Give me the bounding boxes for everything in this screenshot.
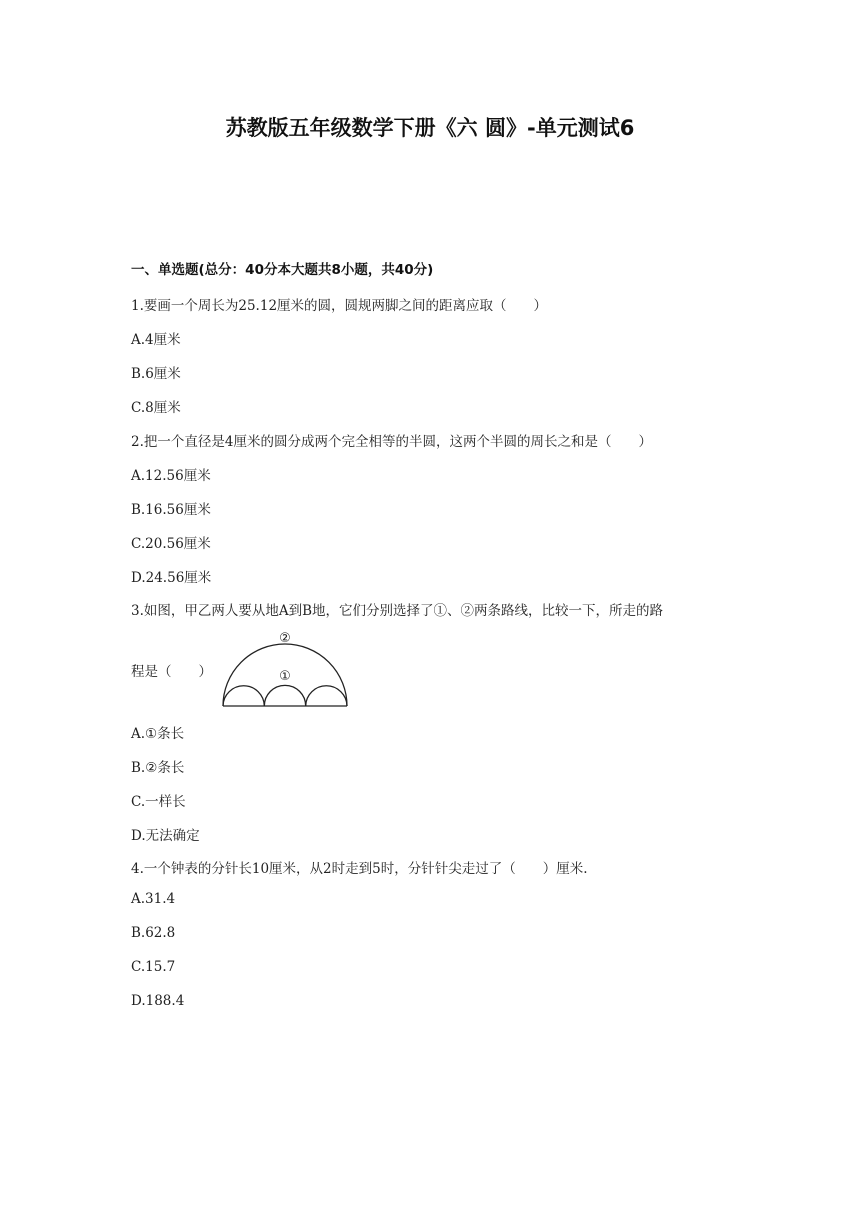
question-2-option-c: C.20.56厘米 [131, 536, 211, 552]
question-1-stem: 1.要画一个周长为25.12厘米的圆，圆规两脚之间的距离应取（ ） [131, 298, 548, 314]
question-2-stem: 2.把一个直径是4厘米的圆分成两个完全相等的半圆，这两个半圆的周长之和是（ ） [131, 434, 652, 450]
question-4-option-a: A.31.4 [131, 891, 176, 907]
section-heading: 一、单选题(总分：40分本大题共8小题，共40分) [131, 262, 434, 278]
route-diagram [218, 626, 352, 710]
question-4-option-d: D.188.4 [131, 993, 185, 1009]
question-2-option-b: B.16.56厘米 [131, 502, 211, 518]
question-3-option-d: D.无法确定 [131, 828, 200, 844]
route-2-label: ② [279, 631, 291, 646]
question-3-stem-continued: 程是（ ） [131, 664, 212, 680]
question-3-option-a: A.①条长 [131, 726, 185, 742]
question-3-option-b: B.②条长 [131, 760, 185, 776]
question-2-option-d: D.24.56厘米 [131, 570, 212, 586]
question-1-option-a: A.4厘米 [131, 332, 181, 348]
question-1-option-b: B.6厘米 [131, 366, 181, 382]
question-2-option-a: A.12.56厘米 [131, 468, 211, 484]
question-4-stem: 4.一个钟表的分针长10厘米，从2时走到5时，分针针尖走过了（ ）厘米. [131, 861, 588, 877]
question-1-option-c: C.8厘米 [131, 400, 181, 416]
route-1-arc-left [223, 686, 264, 706]
question-3-option-c: C.一样长 [131, 794, 186, 810]
question-3-stem: 3.如图，甲乙两人要从地A到B地，它们分别选择了①、②两条路线，比较一下，所走的路 [131, 603, 664, 619]
question-4-option-b: B.62.8 [131, 925, 176, 941]
route-1-label: ① [279, 669, 291, 684]
question-4-option-c: C.15.7 [131, 959, 176, 975]
document-title: 苏教版五年级数学下册《六 圆》-单元测试6 [225, 116, 635, 140]
route-1-arc-right [306, 686, 347, 706]
route-1-arc-middle [264, 685, 305, 706]
